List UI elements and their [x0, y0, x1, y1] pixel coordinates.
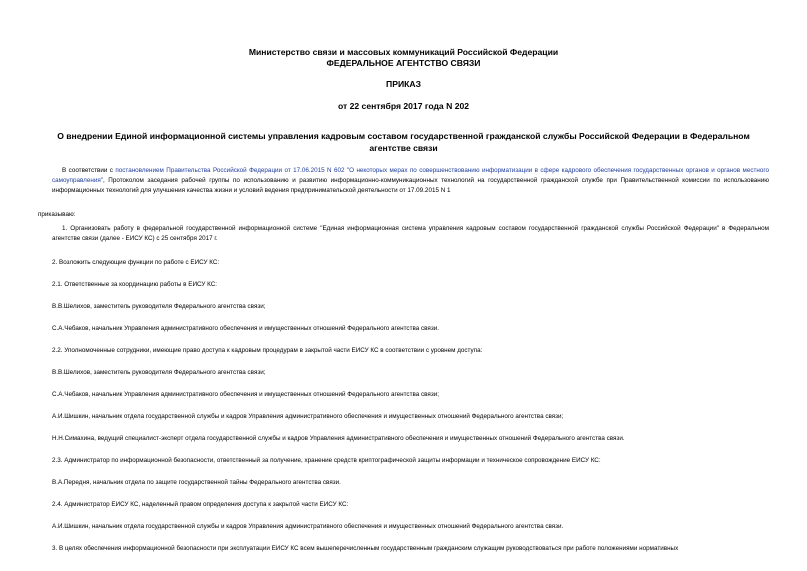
body-paragraph: 2.1. Ответственные за координацию работы в ЕИСУ КС: [52, 281, 217, 288]
body-paragraph: 2. Возложить следующие функции по работе с ЕИСУ КС: [52, 259, 220, 266]
body-paragraph: 2.3. Администратор по информационной безопасности, ответственный за получение, хранение средств криптографической защиты информации и техническое сопровождение ЕИСУ КС: [52, 457, 601, 464]
body-paragraph: В.А.Передня, начальник отдела по защите государственной тайны Федерального агентства связи. [52, 479, 341, 486]
body-paragraph: Н.Н.Симахина, ведущий специалист-эксперт отдела государственной службы и кадров Управления административного обеспечения и имущественных отношений Федерального агентства связи. [52, 435, 625, 442]
agency-name: ФЕДЕРАЛЬНОЕ АГЕНТСТВО СВЯЗИ [326, 58, 481, 68]
document-header [0, 47, 807, 69]
intro-suffix: , Протоколом заседания рабочей группы по использованию и развитию информационно-коммуникационных технологий на государственной гражданской службе при Правительственной комиссии по использованию информационных технологий для улучшения качества жизни и условий ведения предпринимательской деятельности от 17.09.2015 N 1 [52, 177, 769, 194]
body-paragraph: 2.4. Администратор ЕИСУ КС, наделенный правом определения доступа к закрытой части ЕИСУ КС: [52, 501, 349, 508]
body-paragraph: В.В.Шелихов, заместитель руководителя Федерального агентства связи; [52, 303, 266, 310]
ministry-name: Министерство связи и массовых коммуникаций Российской Федерации [248, 47, 559, 57]
body-paragraph: В.В.Шелихов, заместитель руководителя Федерального агентства связи; [52, 369, 266, 376]
body-paragraph: С.А.Чебаков, начальник Управления административного обеспечения и имущественных отношений Федерального агентства связи. [52, 325, 439, 332]
body-paragraph: 3. В целях обеспечения информационной безопасности при эксплуатации ЕИСУ КС всем вышеперечисленным государственным гражданским служащим руководствоваться при работе положениями нормативных [52, 545, 679, 552]
body-paragraph: 2.2. Уполномоченные сотрудники, имеющие право доступа к кадровым процедурам в закрытой части ЕИСУ КС в соответствии с уровнем доступа: [52, 347, 483, 354]
body-paragraph: А.И.Шишкин, начальник отдела государственной службы и кадров Управления административного обеспечения и имущественных отношений Федерального агентства связи; [52, 413, 564, 420]
body-paragraph: 1. Организовать работу в федеральной государственной информационной системе "Единая информационная система управления кадровым составом государственной гражданской службы Российской Федерации" в Федеральном агентстве связи (далее - ЕИСУ КС) с 25 сентября 2017 г. [52, 225, 769, 242]
intro-paragraph [52, 166, 769, 196]
order-date-number: от 22 сентября 2017 года N 202 [337, 101, 470, 111]
body-paragraph: приказываю: [38, 211, 76, 218]
doc-type: ПРИКАЗ [386, 79, 421, 89]
decree-link[interactable]: постановлением Правительства Российской Федерации от 17.06.2015 N 602 "О некоторых мерах по совершенствованию информатизации в сфере кадрового обеспечения государственных органов и органов местного самоуправления" [52, 167, 770, 184]
intro-prefix: В соответствии с [62, 167, 116, 174]
body-paragraph: С.А.Чебаков, начальник Управления административного обеспечения и имущественных отношений Федерального агентства связи; [52, 391, 439, 398]
body-paragraph: А.И.Шишкин, начальник отдела государственной службы и кадров Управления административного обеспечения и имущественных отношений Федерального агентства связи. [52, 523, 564, 530]
document-title: О внедрении Единой информационной системы управления кадровым составом государственной гражданской службы Российской Федерации в Федеральном агентстве связи [57, 131, 750, 153]
